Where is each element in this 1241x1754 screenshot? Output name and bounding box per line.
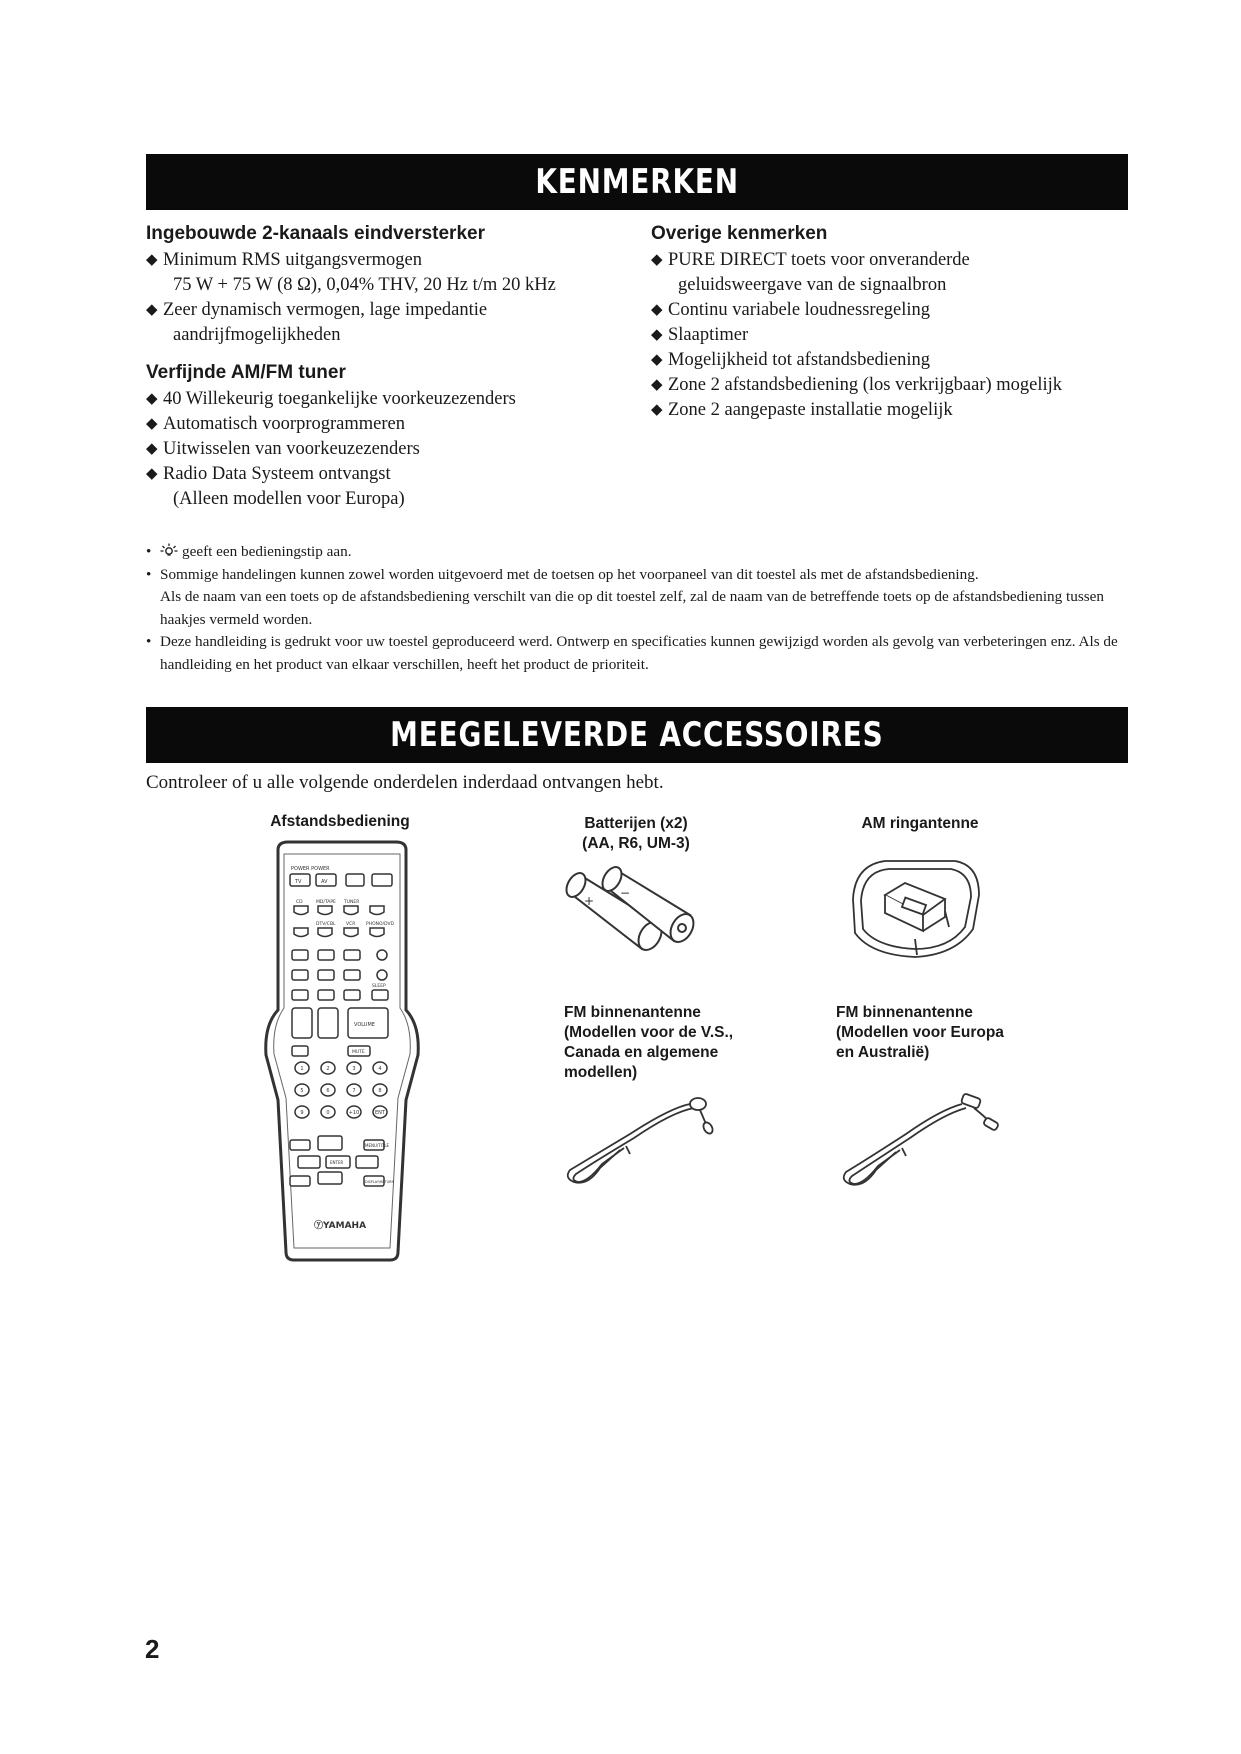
remote-mute-key: MUTE <box>352 1050 365 1055</box>
remote-phono-label: PHONO/DVD <box>366 922 394 927</box>
page-number: 2 <box>145 1634 160 1664</box>
feature-subitem: (Alleen modellen voor Europa) <box>173 489 405 509</box>
remote-number-label: ENT <box>375 1110 385 1116</box>
remote-number-label: 1 <box>300 1066 304 1072</box>
note-item: • Sommige handelingen kunnen zowel worden uitgevoerd met de toetsen op het voorpaneel van dit toestel als met de afstandsbediening. Als de naam van een toets op de afstandsbediening verschilt van die op dit toestel zelf, zal de naam van de betreffende toets op de afstandsbediening tussen haakjes vermeld worden. <box>146 564 1136 632</box>
batteries-illustration <box>562 865 712 965</box>
notes-list <box>146 541 1136 676</box>
feature-item: ◆ PURE DIRECT toets voor onveranderde <box>651 248 1131 273</box>
feature-item: ◆ Zone 2 aangepaste installatie mogelijk <box>651 398 1131 423</box>
features-right-column <box>651 221 1131 423</box>
minus-icon: − <box>620 886 631 900</box>
note-item: • Deze handleiding is gedrukt voor uw toestel geproduceerd werd. Ontwerp en specificaties kunnen gewijzigd worden als gevolg van verbeteringen enz. Als de handleiding en het product van elkaar verschillen, heeft het product de prioriteit. <box>146 631 1136 676</box>
am-antenna-illustration <box>845 855 985 965</box>
remote-vcr-label: VCR <box>346 922 356 927</box>
remote-md-label: MD/TAPE <box>316 900 336 905</box>
plus-icon: + <box>584 894 595 908</box>
feature-item: ◆ Radio Data Systeem ontvangst <box>146 462 616 487</box>
feature-item: ◆ 40 Willekeurig toegankelijke voorkeuzezenders <box>146 387 616 412</box>
remote-cd-label: CD <box>296 900 303 905</box>
fm-antenna-us-label: FM binnenantenne (Modellen voor de V.S., Canada en algemene modellen) <box>564 1004 734 1081</box>
feature-item: ◆ Minimum RMS uitgangsvermogen <box>146 248 616 273</box>
remote-number-label: 0 <box>326 1110 330 1116</box>
remote-volume-key: VOLUME <box>354 1022 375 1028</box>
fm-antenna-us-illustration <box>560 1090 720 1190</box>
remote-power-label: POWER POWER <box>291 866 330 872</box>
features-left-column <box>146 221 616 512</box>
feature-item: ◆ Slaaptimer <box>651 323 1131 348</box>
accessories-banner: MEEGELEVERDE ACCESSOIRES <box>146 707 1128 763</box>
remote-tv-key: TV <box>295 879 302 885</box>
remote-number-label: 6 <box>326 1088 330 1094</box>
feature-subitem: aandrijfmogelijkheden <box>173 325 341 345</box>
tuner-title: Verfijnde AM/FM tuner <box>146 362 346 383</box>
feature-item: ◆ Uitwisselen van voorkeuzezenders <box>146 437 616 462</box>
feature-item: ◆ Continu variabele loudnessregeling <box>651 298 1131 323</box>
remote-av-key: AV <box>321 879 328 885</box>
feature-subitem: 75 W + 75 W (8 Ω), 0,04% THV, 20 Hz t/m 20 kHz <box>173 275 556 295</box>
remote-dtv-label: DTV/CBL <box>316 922 336 927</box>
fm-antenna-eu-label: FM binnenantenne (Modellen voor Europa en Australië) <box>836 1004 1004 1061</box>
remote-menu-key: MENU/TITLE <box>365 1143 390 1148</box>
tip-icon <box>160 543 178 557</box>
feature-subitem: geluidsweergave van de signaalbron <box>678 275 947 295</box>
remote-control-illustration <box>258 840 426 1264</box>
remote-number-label: 2 <box>326 1066 330 1072</box>
remote-label: Afstandsbediening <box>270 813 410 830</box>
remote-number-label: 7 <box>352 1088 356 1094</box>
remote-number-label: 5 <box>300 1088 304 1094</box>
feature-item: ◆ Zeer dynamisch vermogen, lage impedantie <box>146 298 616 323</box>
batteries-label: Batterijen (x2) (AA, R6, UM-3) <box>582 815 690 852</box>
remote-number-label: 8 <box>378 1088 382 1094</box>
fm-antenna-eu-illustration <box>834 1088 1004 1193</box>
features-banner: KENMERKEN <box>146 154 1128 210</box>
remote-tuner-label: TUNER <box>344 900 360 905</box>
feature-item: ◆ Automatisch voorprogrammeren <box>146 412 616 437</box>
remote-display-key: DISPLAY/RETURN <box>365 1180 394 1184</box>
remote-number-label: 4 <box>378 1066 382 1072</box>
remote-number-label: 9 <box>300 1110 304 1116</box>
am-antenna-label: AM ringantenne <box>861 815 979 832</box>
other-title: Overige kenmerken <box>651 223 828 244</box>
remote-number-label: +10 <box>348 1110 360 1116</box>
amp-title: Ingebouwde 2-kanaals eindversterker <box>146 223 485 244</box>
feature-item: ◆ Zone 2 afstandsbediening (los verkrijgbaar) mogelijk <box>651 373 1131 398</box>
feature-item: ◆ Mogelijkheid tot afstandsbediening <box>651 348 1131 373</box>
remote-brand-logo: ⓨYAMAHA <box>314 1221 367 1231</box>
accessories-intro: Controleer of u alle volgende onderdelen inderdaad ontvangen hebt. <box>146 772 664 793</box>
remote-number-label: 3 <box>352 1066 356 1072</box>
remote-sleep-label: SLEEP <box>372 984 386 989</box>
remote-enter-key: ENTER <box>330 1160 344 1165</box>
note-item: • geeft een bedieningstip aan. <box>146 541 1136 564</box>
